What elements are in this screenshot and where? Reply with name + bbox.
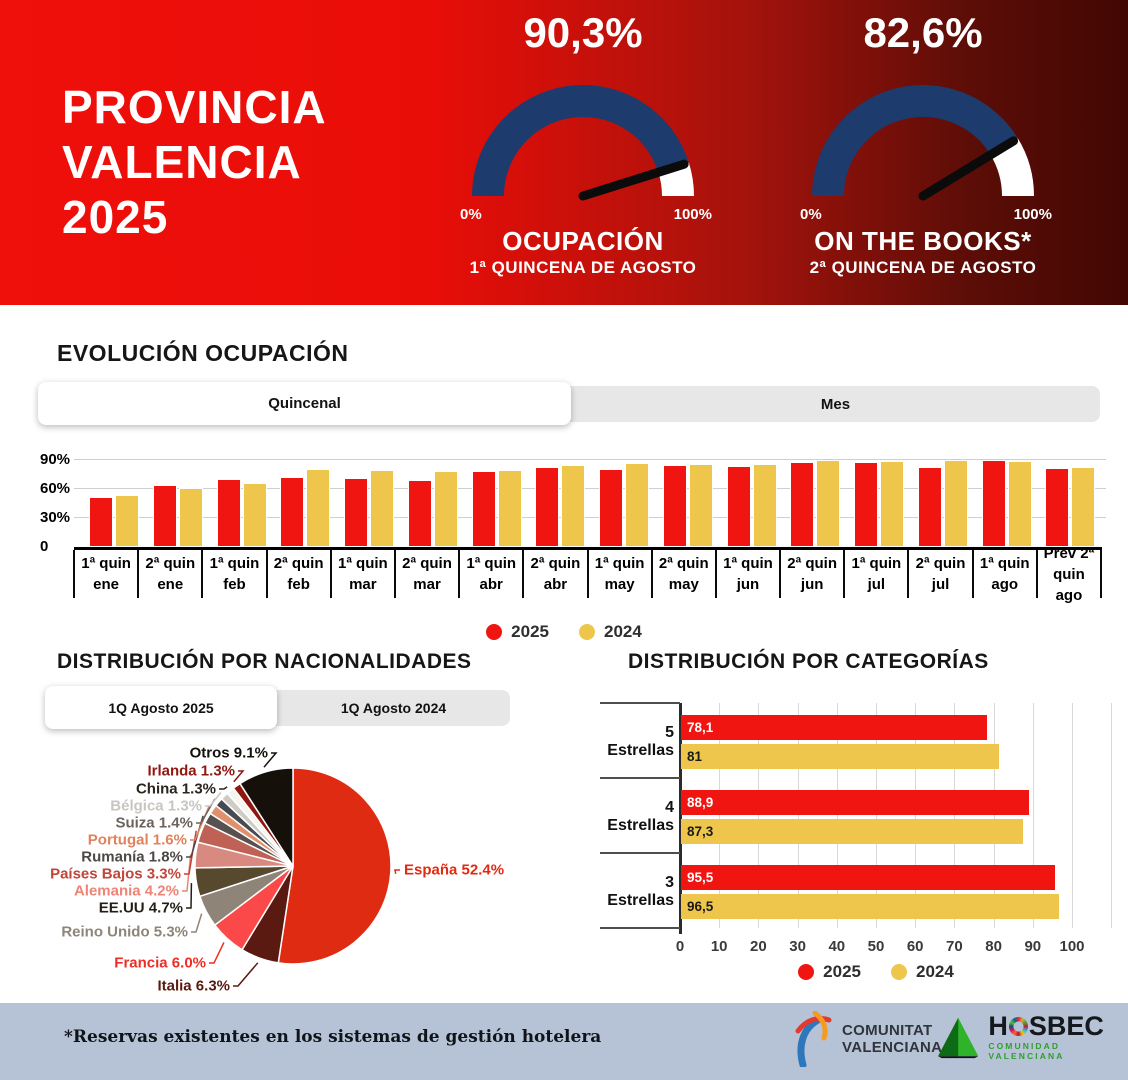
x-tick-label: 100	[1059, 938, 1085, 955]
legend-item-2025	[798, 962, 861, 982]
hosbec-o-icon	[1009, 1017, 1028, 1036]
bar-2025-Prev-2ª-quin-ago	[1045, 468, 1069, 547]
x-tick-label: 30	[789, 938, 806, 955]
gridline	[1072, 703, 1073, 928]
gauge-max-label: 100%	[673, 206, 712, 223]
hosbec-logo	[938, 1013, 1128, 1061]
bar-2024-3-Estrellas	[681, 894, 1059, 919]
bar-2025-1ª-quin-ago	[982, 460, 1006, 547]
row-label-3-estrellas: 3 Estrellas	[607, 873, 674, 909]
pie-leader-line	[234, 771, 243, 782]
x-category-label: 2ª quin may	[653, 550, 717, 598]
cv-line-1: COMUNITAT	[842, 1022, 933, 1039]
gridline	[1111, 703, 1112, 928]
y-tick-label: 60%	[40, 479, 71, 497]
bar-2024-1ª-quin-ago	[1008, 461, 1032, 547]
footer-band	[0, 1003, 1128, 1080]
y-tick-label: 30%	[40, 508, 71, 526]
bar-value-label: 88,9	[687, 795, 714, 810]
pie-label-suiza: Suiza 1.4%	[115, 814, 193, 832]
row-label-5-estrellas: 5 Estrellas	[607, 723, 674, 759]
nationalities-pie-chart	[38, 726, 598, 1008]
gauge-on-the-books	[768, 8, 1078, 303]
gauge-ocupacion	[428, 8, 738, 303]
bar-2024-Prev-2ª-quin-ago	[1071, 467, 1095, 547]
pie-slice-españa	[278, 768, 391, 964]
pie-label-francia: Francia 6.0%	[114, 954, 206, 972]
bar-2024-1ª-quin-jun	[753, 464, 777, 547]
legend-dot-2024	[579, 624, 595, 640]
bar-2025-1ª-quin-ene	[89, 497, 113, 547]
x-category-label: 1ª quin mar	[332, 550, 396, 598]
gauge-caption: OCUPACIÓN	[502, 226, 664, 256]
pie-label-china: China 1.3%	[135, 780, 216, 798]
footnote: *Reservas existentes en los sistemas de gestión hotelera	[64, 1027, 602, 1047]
row-separator	[600, 852, 680, 854]
categories-bar-chart	[600, 684, 1120, 1004]
bar-2024-2ª-quin-may	[689, 464, 713, 547]
bar-2024-2ª-quin-feb	[306, 469, 330, 547]
x-category-label: 2ª quin jun	[781, 550, 845, 598]
bar-2025-4-Estrellas	[681, 790, 1029, 815]
bar-2025-1ª-quin-jun	[727, 466, 751, 547]
legend-dot-2025	[798, 964, 814, 980]
title-line-2: VALENCIA	[62, 136, 302, 188]
pie-leader-line	[191, 914, 202, 932]
gauge-min-label: 0%	[800, 206, 822, 223]
categories-heading: DISTRIBUCIÓN POR CATEGORÍAS	[628, 650, 989, 673]
bar-2024-2ª-quin-jul	[944, 460, 968, 547]
bar-2025-2ª-quin-jun	[790, 462, 814, 547]
x-tick-label: 90	[1024, 938, 1042, 955]
pie-label-irlanda: Irlanda 1.3%	[147, 762, 235, 780]
bar-2024-4-Estrellas	[681, 819, 1023, 844]
pie-label-reino-unido: Reino Unido 5.3%	[61, 923, 188, 941]
x-category-label: 2ª quin mar	[396, 550, 460, 598]
bar-2024-2ª-quin-jun	[816, 460, 840, 547]
bar-2024-1ª-quin-feb	[243, 483, 267, 547]
comunitat-valenciana-wordmark	[842, 1022, 942, 1056]
x-tick-label: 60	[906, 938, 924, 955]
evolution-x-axis	[73, 544, 1102, 604]
legend-label: 2025	[511, 622, 549, 641]
y-tick-label: 90%	[40, 450, 71, 468]
legend-label: 2024	[604, 622, 642, 641]
hosbec-text-pre: H	[988, 1011, 1008, 1041]
x-category-label: 1ª quin abr	[460, 550, 524, 598]
page-title	[62, 80, 327, 245]
pie-label-otros: Otros 9.1%	[189, 744, 268, 762]
pie-label-alemania: Alemania 4.2%	[73, 882, 179, 900]
bar-2025-3-Estrellas	[681, 865, 1055, 890]
tab-label: 1Q Agosto 2025	[108, 699, 214, 716]
bar-2024-2ª-quin-ene	[179, 488, 203, 547]
gauge-arc	[773, 64, 1073, 214]
header-banner	[0, 0, 1128, 305]
bar-2025-2ª-quin-abr	[535, 467, 559, 547]
bar-value-label: 95,5	[687, 870, 714, 885]
x-tick-label: 0	[675, 938, 685, 955]
nationalities-heading: DISTRIBUCIÓN POR NACIONALIDADES	[57, 650, 472, 673]
bar-2025-2ª-quin-mar	[408, 480, 432, 547]
x-tick-label: 40	[828, 938, 846, 955]
legend-item-2024	[891, 962, 954, 982]
gauge-caption: ON THE BOOKS*	[814, 226, 1032, 256]
x-category-label: 1ª quin ene	[73, 550, 139, 598]
bar-value-label: 87,3	[687, 824, 714, 839]
pie-label-bélgica: Bélgica 1.3%	[110, 797, 202, 815]
x-category-label: 1ª quin ago	[974, 550, 1038, 598]
pie-leader-line	[233, 963, 258, 986]
bar-2025-1ª-quin-may	[599, 469, 623, 547]
pie-label-países-bajos: Países Bajos 3.3%	[50, 865, 181, 883]
x-category-label: 1ª quin feb	[203, 550, 267, 598]
legend-item-2024	[579, 622, 642, 642]
bar-2024-1ª-quin-mar	[370, 470, 394, 547]
bar-2024-1ª-quin-jul	[880, 461, 904, 547]
tab-mes[interactable]	[571, 386, 1100, 422]
x-category-label: 2ª quin ene	[139, 550, 203, 598]
pie-leader-line	[209, 942, 224, 963]
bar-2025-1ª-quin-mar	[344, 478, 368, 547]
gauge-value: 90,3%	[523, 9, 643, 56]
bar-2024-2ª-quin-abr	[561, 465, 585, 547]
evolution-legend	[0, 622, 1128, 642]
categories-legend	[680, 962, 1072, 982]
x-category-label: Prev 2ª quin ago	[1038, 550, 1102, 598]
nationalities-tabs	[45, 686, 510, 730]
x-category-label: 2ª quin jul	[909, 550, 973, 598]
x-tick-label: 20	[750, 938, 767, 955]
row-separator	[600, 927, 680, 929]
bar-2025-1ª-quin-abr	[472, 471, 496, 547]
tab-1q-agosto-2024[interactable]	[277, 690, 510, 726]
title-line-1: PROVINCIA	[62, 81, 327, 133]
legend-label: 2025	[823, 962, 861, 981]
bar-2024-5-Estrellas	[681, 744, 999, 769]
title-line-3: 2025	[62, 191, 169, 243]
hosbec-text-post: SBEC	[1028, 1011, 1104, 1041]
pie-leader-line	[395, 870, 400, 874]
bar-2024-2ª-quin-mar	[434, 471, 458, 547]
bar-2025-1ª-quin-feb	[217, 479, 241, 547]
x-tick-label: 10	[710, 938, 728, 955]
gauge-arc	[433, 64, 733, 214]
tab-label: 1Q Agosto 2024	[340, 700, 447, 716]
gauge-value: 82,6%	[863, 9, 983, 56]
gauge-min-label: 0%	[460, 206, 482, 223]
bar-value-label: 96,5	[687, 899, 714, 914]
tab-label: Mes	[820, 395, 851, 413]
bar-2024-1ª-quin-may	[625, 463, 649, 547]
bar-2024-1ª-quin-ene	[115, 495, 139, 547]
x-category-label: 2ª quin abr	[524, 550, 588, 598]
tab-label: Quincenal	[268, 395, 341, 412]
row-label-4-estrellas: 4 Estrellas	[607, 798, 674, 834]
evolution-chart	[40, 448, 1104, 604]
bar-2025-5-Estrellas	[681, 715, 987, 740]
x-tick-label: 80	[985, 938, 1002, 955]
gauge-subcaption: 2ª QUINCENA DE AGOSTO	[809, 258, 1037, 277]
row-separator	[600, 777, 680, 779]
evolution-tabs	[38, 382, 1100, 426]
row-separator	[600, 702, 680, 704]
hosbec-subtitle: COMUNIDAD VALENCIANA	[988, 1041, 1065, 1061]
comunitat-valenciana-logo	[788, 1011, 942, 1067]
pie-label-italia: Italia 6.3%	[157, 977, 230, 995]
evolution-heading: EVOLUCIÓN OCUPACIÓN	[57, 340, 349, 366]
x-category-label: 1ª quin jul	[845, 550, 909, 598]
gauge-max-label: 100%	[1013, 206, 1052, 223]
palm-tree-icon	[788, 1011, 834, 1067]
evolution-plot-area	[82, 452, 1102, 547]
pie-label-españa: España 52.4%	[404, 861, 505, 879]
legend-label: 2024	[916, 962, 954, 981]
bar-2025-2ª-quin-ene	[153, 485, 177, 547]
gauge-subcaption: 1ª QUINCENA DE AGOSTO	[469, 258, 697, 277]
legend-item-2025	[486, 622, 549, 642]
mountain-icon	[938, 1014, 978, 1060]
y-tick-label: 0	[40, 538, 49, 555]
x-category-label: 2ª quin feb	[268, 550, 332, 598]
legend-dot-2024	[891, 964, 907, 980]
tab-1q-agosto-2025[interactable]	[45, 686, 277, 729]
x-tick-label: 70	[946, 938, 963, 955]
pie-label-rumanía: Rumanía 1.8%	[81, 848, 183, 866]
pie-leader-line	[219, 787, 227, 789]
tab-quincenal[interactable]	[38, 382, 571, 425]
bar-value-label: 81	[687, 749, 703, 764]
pie-label-ee-uu: EE.UU 4.7%	[98, 899, 183, 917]
legend-dot-2025	[486, 624, 502, 640]
bar-value-label: 78,1	[687, 720, 714, 735]
cv-line-2: VALENCIANA	[842, 1039, 943, 1056]
pie-label-portugal: Portugal 1.6%	[87, 831, 187, 849]
bar-2025-2ª-quin-feb	[280, 477, 304, 547]
bar-2025-2ª-quin-jul	[918, 467, 942, 547]
x-tick-label: 50	[867, 938, 885, 955]
x-category-label: 1ª quin may	[589, 550, 653, 598]
bar-2024-1ª-quin-abr	[498, 470, 522, 547]
bar-2025-1ª-quin-jul	[854, 462, 878, 547]
hosbec-wordmark	[988, 1013, 1128, 1061]
x-category-label: 1ª quin jun	[717, 550, 781, 598]
bar-2025-2ª-quin-may	[663, 465, 687, 547]
